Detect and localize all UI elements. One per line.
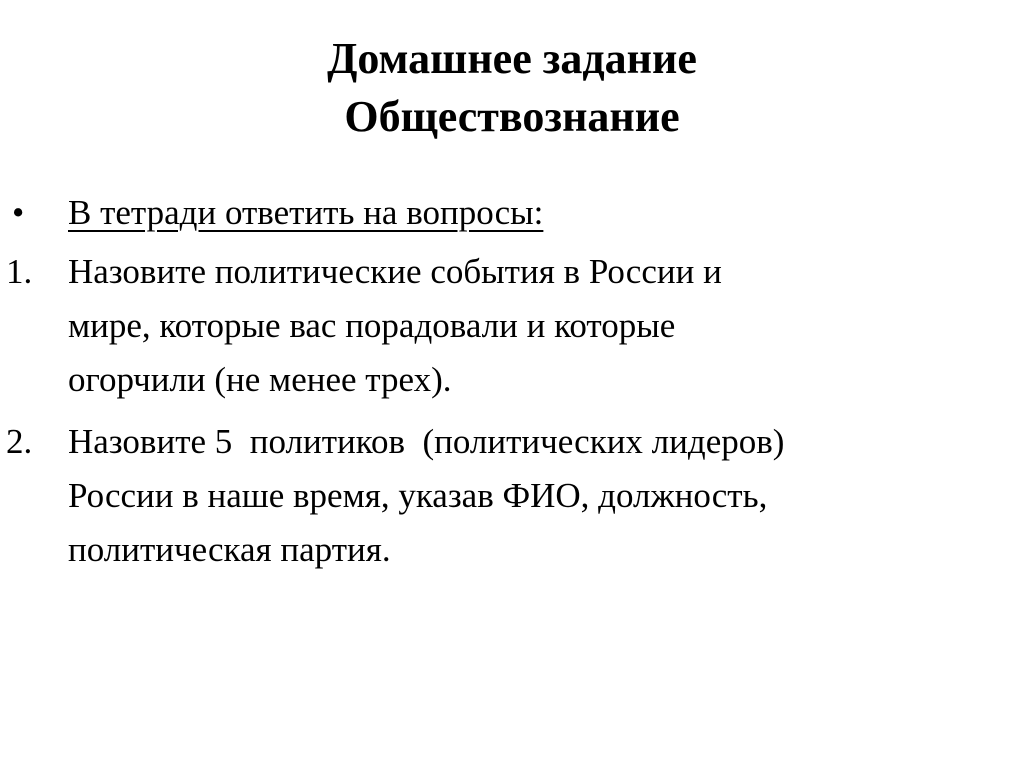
item-number-1: 1. xyxy=(6,252,33,291)
slide-body xyxy=(0,186,1024,577)
item-2-line-3: политическая партия. xyxy=(68,530,391,569)
slide-title xyxy=(0,30,1024,146)
item-2-line-2: России в наше время, указав ФИО, должность, xyxy=(68,476,768,515)
bullet-marker: • xyxy=(12,193,25,232)
item-1-text xyxy=(68,245,998,407)
item-number-2: 2. xyxy=(6,422,33,461)
intro-text-block xyxy=(68,186,998,240)
item-1-line-2: мире, которые вас порадовали и которые xyxy=(68,306,676,345)
intro-bullet xyxy=(0,186,1024,240)
list-item-1 xyxy=(0,245,1024,407)
title-line-2: Обществознание xyxy=(344,92,680,141)
list-item-2 xyxy=(0,415,1024,577)
item-2-line-1: Назовите 5 политиков (политических лидеров) xyxy=(68,422,785,461)
intro-text: В тетради ответить на вопросы: xyxy=(68,193,544,232)
title-line-1: Домашнее задание xyxy=(327,34,697,83)
item-1-line-1: Назовите политические события в России и xyxy=(68,252,722,291)
item-1-line-3: огорчили (не менее трех). xyxy=(68,360,452,399)
item-2-text xyxy=(68,415,998,577)
